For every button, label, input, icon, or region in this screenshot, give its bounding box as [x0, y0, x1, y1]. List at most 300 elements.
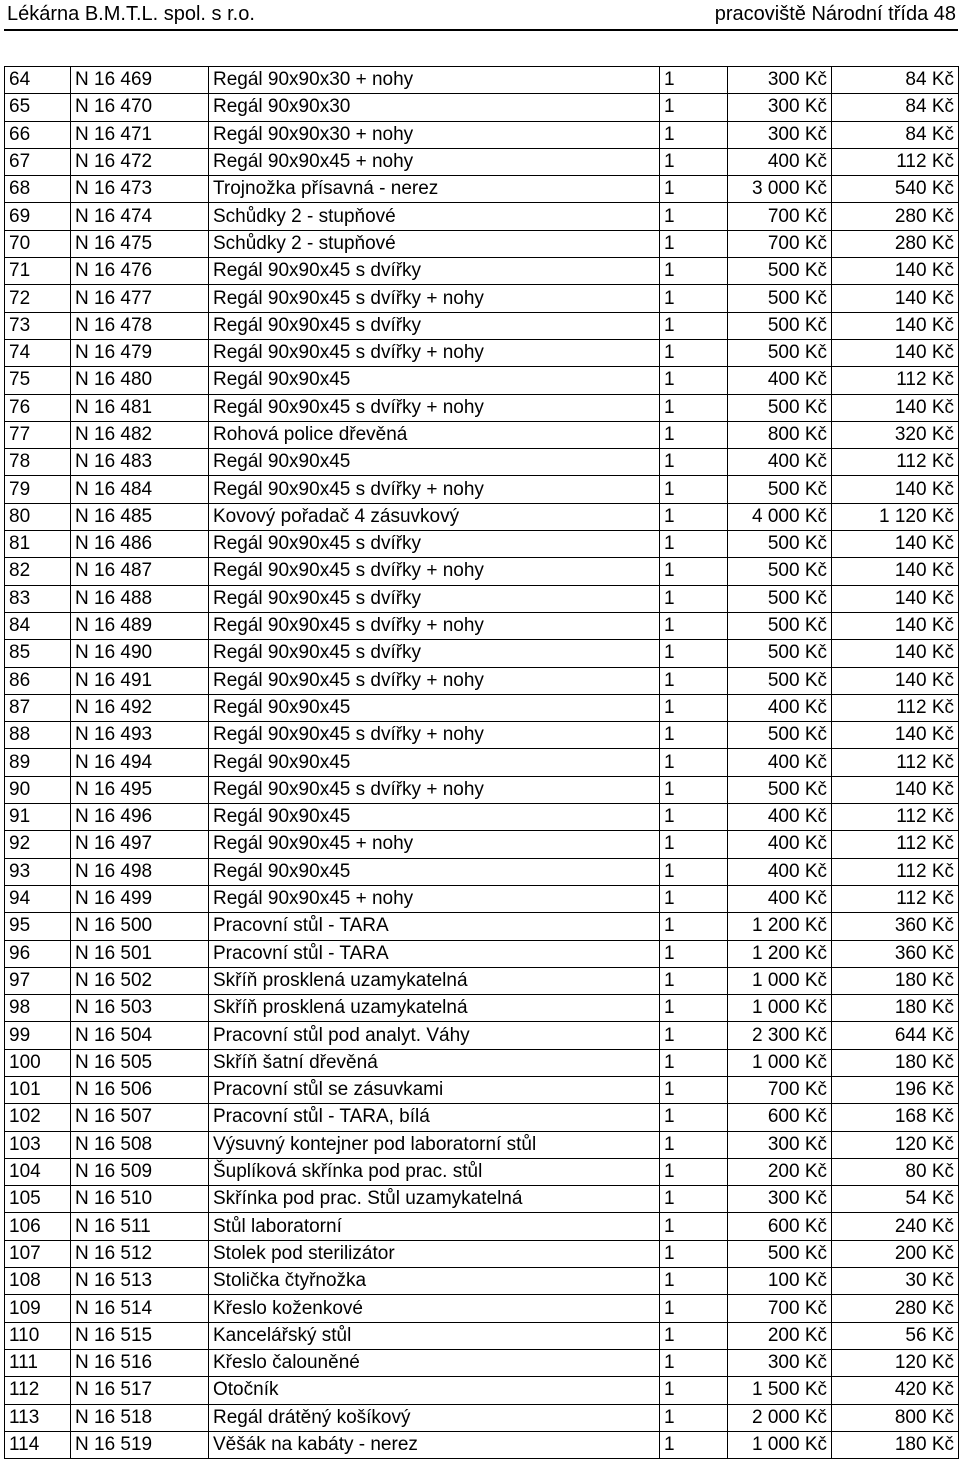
item-quantity: 1	[660, 640, 728, 667]
row-number: 101	[5, 1076, 71, 1103]
item-value: 84 Kč	[832, 121, 959, 148]
table-row	[5, 1186, 959, 1213]
row-number: 64	[5, 67, 71, 94]
item-description: Regál 90x90x45	[209, 858, 660, 885]
item-quantity: 1	[660, 367, 728, 394]
inventory-code: N 16 512	[71, 1240, 209, 1267]
item-description: Regál 90x90x30 + nohy	[209, 67, 660, 94]
row-number: 104	[5, 1158, 71, 1185]
item-quantity: 1	[660, 558, 728, 585]
inventory-code: N 16 516	[71, 1349, 209, 1376]
table-row	[5, 1049, 959, 1076]
item-price: 1 000 Kč	[728, 1049, 832, 1076]
item-quantity: 1	[660, 995, 728, 1022]
table-row	[5, 1104, 959, 1131]
row-number: 96	[5, 940, 71, 967]
item-quantity: 1	[660, 585, 728, 612]
inventory-code: N 16 483	[71, 449, 209, 476]
table-row	[5, 503, 959, 530]
item-quantity: 1	[660, 612, 728, 639]
row-number: 89	[5, 749, 71, 776]
item-description: Regál 90x90x45 s dvířky + nohy	[209, 722, 660, 749]
item-price: 300 Kč	[728, 1349, 832, 1376]
row-number: 86	[5, 667, 71, 694]
item-quantity: 1	[660, 67, 728, 94]
item-price: 700 Kč	[728, 203, 832, 230]
row-number: 83	[5, 585, 71, 612]
item-value: 112 Kč	[832, 804, 959, 831]
inventory-code: N 16 490	[71, 640, 209, 667]
item-description: Regál 90x90x45 s dvířky	[209, 585, 660, 612]
item-value: 360 Kč	[832, 940, 959, 967]
item-value: 180 Kč	[832, 1431, 959, 1458]
item-description: Pracovní stůl - TARA	[209, 940, 660, 967]
item-quantity: 1	[660, 1022, 728, 1049]
item-value: 112 Kč	[832, 449, 959, 476]
table-row	[5, 476, 959, 503]
item-value: 80 Kč	[832, 1158, 959, 1185]
row-number: 106	[5, 1213, 71, 1240]
item-quantity: 1	[660, 148, 728, 175]
row-number: 92	[5, 831, 71, 858]
item-value: 140 Kč	[832, 667, 959, 694]
inventory-code: N 16 488	[71, 585, 209, 612]
table-row	[5, 258, 959, 285]
table-row	[5, 558, 959, 585]
item-quantity: 1	[660, 1431, 728, 1458]
table-row	[5, 885, 959, 912]
item-value: 280 Kč	[832, 230, 959, 257]
item-description: Regál 90x90x45 s dvířky + nohy	[209, 667, 660, 694]
item-quantity: 1	[660, 1186, 728, 1213]
row-number: 87	[5, 694, 71, 721]
item-price: 1 500 Kč	[728, 1377, 832, 1404]
item-description: Výsuvný kontejner pod laboratorní stůl	[209, 1131, 660, 1158]
item-price: 400 Kč	[728, 148, 832, 175]
inventory-code: N 16 481	[71, 394, 209, 421]
row-number: 84	[5, 612, 71, 639]
table-row	[5, 1076, 959, 1103]
row-number: 78	[5, 449, 71, 476]
item-description: Skříň prosklená uzamykatelná	[209, 995, 660, 1022]
item-value: 140 Kč	[832, 531, 959, 558]
item-value: 180 Kč	[832, 967, 959, 994]
item-description: Křeslo koženkové	[209, 1295, 660, 1322]
table-row	[5, 531, 959, 558]
row-number: 114	[5, 1431, 71, 1458]
item-price: 500 Kč	[728, 312, 832, 339]
item-price: 400 Kč	[728, 367, 832, 394]
item-description: Regál 90x90x45 s dvířky	[209, 640, 660, 667]
row-number: 73	[5, 312, 71, 339]
item-price: 1 000 Kč	[728, 967, 832, 994]
item-value: 112 Kč	[832, 858, 959, 885]
item-description: Pracovní stůl se zásuvkami	[209, 1076, 660, 1103]
inventory-code: N 16 496	[71, 804, 209, 831]
table-row	[5, 1404, 959, 1431]
table-row	[5, 858, 959, 885]
item-quantity: 1	[660, 1104, 728, 1131]
table-row	[5, 203, 959, 230]
item-quantity: 1	[660, 421, 728, 448]
item-value: 180 Kč	[832, 1049, 959, 1076]
table-row	[5, 394, 959, 421]
row-number: 74	[5, 339, 71, 366]
item-quantity: 1	[660, 831, 728, 858]
item-price: 500 Kč	[728, 258, 832, 285]
row-number: 112	[5, 1377, 71, 1404]
inventory-code: N 16 510	[71, 1186, 209, 1213]
row-number: 88	[5, 722, 71, 749]
item-value: 120 Kč	[832, 1131, 959, 1158]
item-description: Regál 90x90x45 s dvířky + nohy	[209, 612, 660, 639]
inventory-code: N 16 479	[71, 339, 209, 366]
item-description: Schůdky 2 - stupňové	[209, 230, 660, 257]
row-number: 93	[5, 858, 71, 885]
item-quantity: 1	[660, 503, 728, 530]
inventory-code: N 16 475	[71, 230, 209, 257]
item-value: 280 Kč	[832, 203, 959, 230]
row-number: 109	[5, 1295, 71, 1322]
row-number: 85	[5, 640, 71, 667]
item-quantity: 1	[660, 258, 728, 285]
item-description: Stolička čtyřnožka	[209, 1268, 660, 1295]
inventory-code: N 16 489	[71, 612, 209, 639]
item-value: 112 Kč	[832, 694, 959, 721]
item-value: 644 Kč	[832, 1022, 959, 1049]
item-value: 360 Kč	[832, 913, 959, 940]
item-description: Regál 90x90x45 + nohy	[209, 148, 660, 175]
item-description: Regál 90x90x45 s dvířky	[209, 531, 660, 558]
item-description: Regál 90x90x45 s dvířky + nohy	[209, 285, 660, 312]
item-description: Regál 90x90x45 s dvířky + nohy	[209, 558, 660, 585]
item-description: Regál 90x90x45	[209, 449, 660, 476]
inventory-code: N 16 494	[71, 749, 209, 776]
item-description: Regál 90x90x45 s dvířky + nohy	[209, 394, 660, 421]
table-row	[5, 913, 959, 940]
item-quantity: 1	[660, 121, 728, 148]
table-row	[5, 804, 959, 831]
row-number: 77	[5, 421, 71, 448]
item-quantity: 1	[660, 176, 728, 203]
table-row	[5, 230, 959, 257]
row-number: 67	[5, 148, 71, 175]
row-number: 98	[5, 995, 71, 1022]
item-quantity: 1	[660, 1404, 728, 1431]
inventory-code: N 16 511	[71, 1213, 209, 1240]
row-number: 69	[5, 203, 71, 230]
row-number: 70	[5, 230, 71, 257]
row-number: 81	[5, 531, 71, 558]
item-description: Trojnožka přísavná - nerez	[209, 176, 660, 203]
row-number: 107	[5, 1240, 71, 1267]
item-value: 168 Kč	[832, 1104, 959, 1131]
inventory-code: N 16 499	[71, 885, 209, 912]
item-quantity: 1	[660, 1076, 728, 1103]
table-row	[5, 940, 959, 967]
item-value: 180 Kč	[832, 995, 959, 1022]
row-number: 113	[5, 1404, 71, 1431]
item-quantity: 1	[660, 667, 728, 694]
item-description: Kovový pořadač 4 zásuvkový	[209, 503, 660, 530]
inventory-code: N 16 473	[71, 176, 209, 203]
item-price: 800 Kč	[728, 421, 832, 448]
item-quantity: 1	[660, 1049, 728, 1076]
item-price: 600 Kč	[728, 1104, 832, 1131]
item-value: 140 Kč	[832, 339, 959, 366]
table-row	[5, 1431, 959, 1458]
item-quantity: 1	[660, 749, 728, 776]
item-price: 500 Kč	[728, 667, 832, 694]
table-row	[5, 339, 959, 366]
item-price: 500 Kč	[728, 640, 832, 667]
table-row	[5, 312, 959, 339]
table-row	[5, 1022, 959, 1049]
item-description: Pracovní stůl pod analyt. Váhy	[209, 1022, 660, 1049]
inventory-code: N 16 514	[71, 1295, 209, 1322]
row-number: 80	[5, 503, 71, 530]
item-value: 54 Kč	[832, 1186, 959, 1213]
page-header	[0, 0, 960, 30]
inventory-code: N 16 484	[71, 476, 209, 503]
inventory-code: N 16 486	[71, 531, 209, 558]
item-price: 4 000 Kč	[728, 503, 832, 530]
table-row	[5, 367, 959, 394]
item-value: 112 Kč	[832, 831, 959, 858]
inventory-code: N 16 508	[71, 1131, 209, 1158]
item-price: 400 Kč	[728, 831, 832, 858]
inventory-code: N 16 517	[71, 1377, 209, 1404]
item-price: 2 000 Kč	[728, 1404, 832, 1431]
item-quantity: 1	[660, 339, 728, 366]
inventory-code: N 16 513	[71, 1268, 209, 1295]
item-price: 200 Kč	[728, 1322, 832, 1349]
item-value: 140 Kč	[832, 612, 959, 639]
item-price: 100 Kč	[728, 1268, 832, 1295]
row-number: 108	[5, 1268, 71, 1295]
item-value: 1 120 Kč	[832, 503, 959, 530]
item-description: Regál 90x90x30 + nohy	[209, 121, 660, 148]
item-description: Věšák na kabáty - nerez	[209, 1431, 660, 1458]
item-quantity: 1	[660, 1268, 728, 1295]
inventory-code: N 16 503	[71, 995, 209, 1022]
item-price: 500 Kč	[728, 612, 832, 639]
item-value: 140 Kč	[832, 285, 959, 312]
inventory-code: N 16 470	[71, 94, 209, 121]
row-number: 66	[5, 121, 71, 148]
item-quantity: 1	[660, 1213, 728, 1240]
table-row	[5, 694, 959, 721]
item-description: Skřínka pod prac. Stůl uzamykatelná	[209, 1186, 660, 1213]
item-value: 240 Kč	[832, 1213, 959, 1240]
item-quantity: 1	[660, 394, 728, 421]
item-value: 140 Kč	[832, 640, 959, 667]
row-number: 99	[5, 1022, 71, 1049]
inventory-code: N 16 493	[71, 722, 209, 749]
row-number: 95	[5, 913, 71, 940]
item-value: 112 Kč	[832, 148, 959, 175]
inventory-code: N 16 469	[71, 67, 209, 94]
item-quantity: 1	[660, 913, 728, 940]
item-description: Regál 90x90x45 s dvířky + nohy	[209, 776, 660, 803]
item-value: 30 Kč	[832, 1268, 959, 1295]
item-quantity: 1	[660, 449, 728, 476]
item-description: Regál 90x90x45 s dvířky + nohy	[209, 339, 660, 366]
item-value: 420 Kč	[832, 1377, 959, 1404]
item-value: 320 Kč	[832, 421, 959, 448]
inventory-code: N 16 472	[71, 148, 209, 175]
item-description: Regál 90x90x30	[209, 94, 660, 121]
item-price: 400 Kč	[728, 749, 832, 776]
item-value: 280 Kč	[832, 1295, 959, 1322]
company-name: Lékárna B.M.T.L. spol. s r.o.	[7, 3, 255, 25]
table-row	[5, 1377, 959, 1404]
inventory-code: N 16 519	[71, 1431, 209, 1458]
row-number: 97	[5, 967, 71, 994]
item-value: 84 Kč	[832, 94, 959, 121]
table-row	[5, 1213, 959, 1240]
inventory-code: N 16 492	[71, 694, 209, 721]
item-price: 500 Kč	[728, 722, 832, 749]
item-value: 112 Kč	[832, 367, 959, 394]
inventory-code: N 16 474	[71, 203, 209, 230]
inventory-table	[4, 66, 959, 1459]
item-description: Otočník	[209, 1377, 660, 1404]
item-price: 1 000 Kč	[728, 995, 832, 1022]
item-value: 140 Kč	[832, 476, 959, 503]
inventory-code: N 16 502	[71, 967, 209, 994]
inventory-code: N 16 476	[71, 258, 209, 285]
item-price: 300 Kč	[728, 94, 832, 121]
item-quantity: 1	[660, 94, 728, 121]
item-value: 140 Kč	[832, 558, 959, 585]
table-row	[5, 640, 959, 667]
inventory-code: N 16 506	[71, 1076, 209, 1103]
row-number: 65	[5, 94, 71, 121]
item-description: Rohová police dřevěná	[209, 421, 660, 448]
item-price: 500 Kč	[728, 339, 832, 366]
item-value: 120 Kč	[832, 1349, 959, 1376]
item-price: 500 Kč	[728, 558, 832, 585]
item-description: Regál 90x90x45 s dvířky	[209, 258, 660, 285]
item-description: Regál 90x90x45	[209, 367, 660, 394]
table-row	[5, 67, 959, 94]
inventory-code: N 16 487	[71, 558, 209, 585]
inventory-code: N 16 480	[71, 367, 209, 394]
item-description: Regál 90x90x45 + nohy	[209, 885, 660, 912]
row-number: 105	[5, 1186, 71, 1213]
item-price: 400 Kč	[728, 694, 832, 721]
inventory-code: N 16 504	[71, 1022, 209, 1049]
item-price: 500 Kč	[728, 776, 832, 803]
table-row	[5, 94, 959, 121]
item-price: 700 Kč	[728, 1076, 832, 1103]
item-price: 300 Kč	[728, 1186, 832, 1213]
table-row	[5, 148, 959, 175]
row-number: 111	[5, 1349, 71, 1376]
item-value: 112 Kč	[832, 885, 959, 912]
item-price: 300 Kč	[728, 1131, 832, 1158]
item-quantity: 1	[660, 1295, 728, 1322]
row-number: 75	[5, 367, 71, 394]
item-value: 540 Kč	[832, 176, 959, 203]
table-row	[5, 1349, 959, 1376]
item-quantity: 1	[660, 1158, 728, 1185]
workplace-location: pracoviště Národní třída 48	[714, 3, 956, 25]
item-quantity: 1	[660, 776, 728, 803]
inventory-code: N 16 509	[71, 1158, 209, 1185]
inventory-code: N 16 498	[71, 858, 209, 885]
item-quantity: 1	[660, 804, 728, 831]
item-price: 500 Kč	[728, 285, 832, 312]
item-quantity: 1	[660, 285, 728, 312]
table-row	[5, 1158, 959, 1185]
inventory-code: N 16 495	[71, 776, 209, 803]
item-description: Regál 90x90x45 + nohy	[209, 831, 660, 858]
item-price: 500 Kč	[728, 1240, 832, 1267]
row-number: 103	[5, 1131, 71, 1158]
item-description: Regál 90x90x45	[209, 804, 660, 831]
item-value: 140 Kč	[832, 394, 959, 421]
item-value: 140 Kč	[832, 258, 959, 285]
item-price: 600 Kč	[728, 1213, 832, 1240]
item-price: 500 Kč	[728, 476, 832, 503]
item-value: 84 Kč	[832, 67, 959, 94]
item-quantity: 1	[660, 1377, 728, 1404]
item-price: 1 000 Kč	[728, 1431, 832, 1458]
item-description: Regál 90x90x45 s dvířky	[209, 312, 660, 339]
row-number: 90	[5, 776, 71, 803]
item-quantity: 1	[660, 967, 728, 994]
item-quantity: 1	[660, 312, 728, 339]
table-row	[5, 449, 959, 476]
table-row	[5, 776, 959, 803]
item-quantity: 1	[660, 230, 728, 257]
table-row	[5, 1295, 959, 1322]
inventory-code: N 16 497	[71, 831, 209, 858]
table-row	[5, 612, 959, 639]
table-row	[5, 1240, 959, 1267]
table-row	[5, 967, 959, 994]
row-number: 94	[5, 885, 71, 912]
row-number: 91	[5, 804, 71, 831]
item-description: Regál 90x90x45 s dvířky + nohy	[209, 476, 660, 503]
item-value: 196 Kč	[832, 1076, 959, 1103]
item-value: 200 Kč	[832, 1240, 959, 1267]
row-number: 102	[5, 1104, 71, 1131]
table-row	[5, 421, 959, 448]
item-description: Pracovní stůl - TARA	[209, 913, 660, 940]
item-description: Regál 90x90x45	[209, 694, 660, 721]
inventory-code: N 16 478	[71, 312, 209, 339]
item-price: 1 200 Kč	[728, 913, 832, 940]
item-description: Regál 90x90x45	[209, 749, 660, 776]
item-quantity: 1	[660, 694, 728, 721]
item-value: 140 Kč	[832, 585, 959, 612]
row-number: 68	[5, 176, 71, 203]
row-number: 79	[5, 476, 71, 503]
item-price: 500 Kč	[728, 585, 832, 612]
inventory-code: N 16 500	[71, 913, 209, 940]
item-price: 200 Kč	[728, 1158, 832, 1185]
row-number: 71	[5, 258, 71, 285]
item-quantity: 1	[660, 203, 728, 230]
item-value: 112 Kč	[832, 749, 959, 776]
table-row	[5, 995, 959, 1022]
inventory-code: N 16 471	[71, 121, 209, 148]
item-quantity: 1	[660, 722, 728, 749]
item-description: Šuplíková skřínka pod prac. stůl	[209, 1158, 660, 1185]
